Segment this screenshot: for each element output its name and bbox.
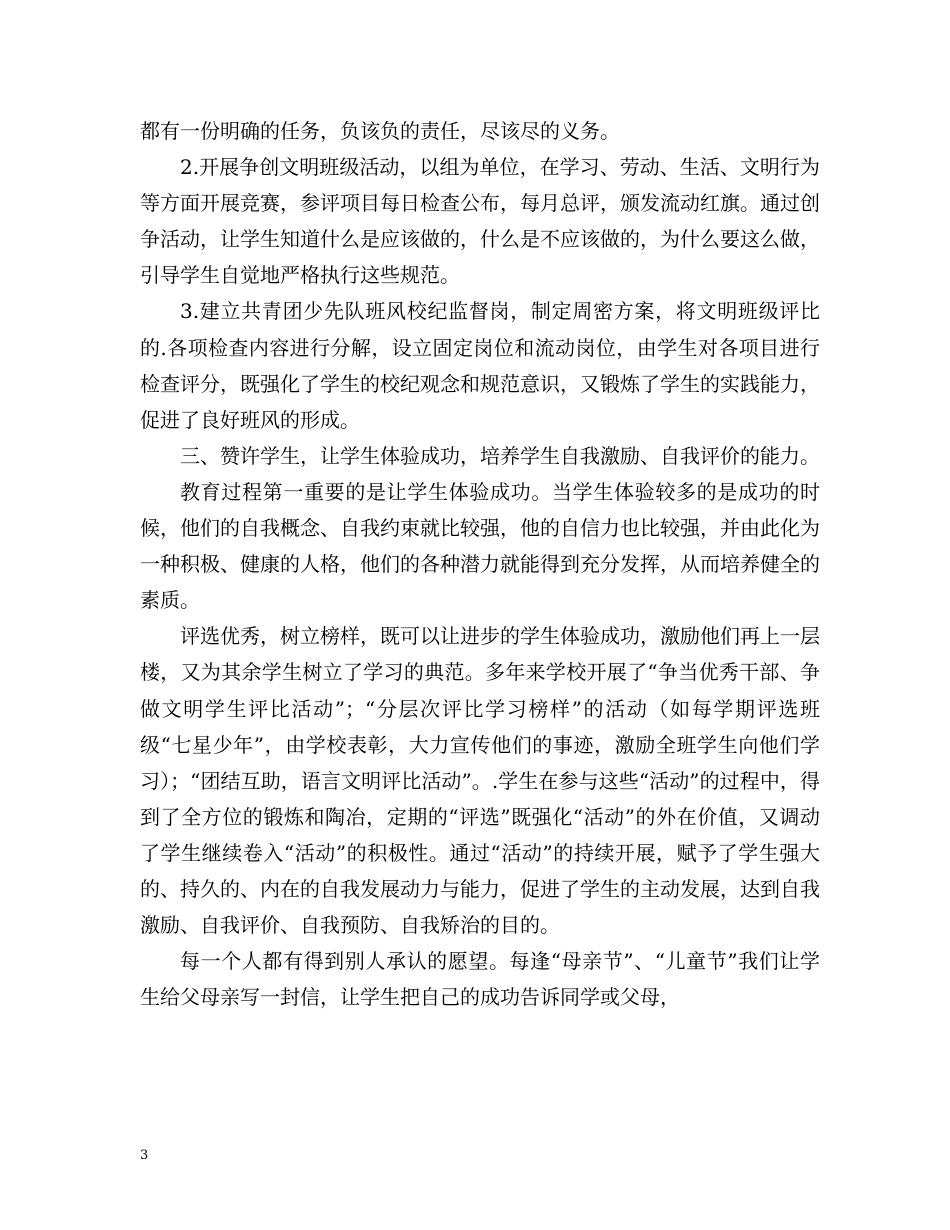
page-number: 3 xyxy=(140,1148,149,1163)
paragraph-success-experience: 教育过程第一重要的是让学生体验成功。当学生体验较多的是成功的时候，他们的自我概念、自我约束就比较强，他的自信力也比较强，并由此化为一种积极、健康的人格，他们的各种潜力就能得到充分发挥，从而培养健全的素质。 xyxy=(140,479,820,613)
section-heading-3: 三、赞许学生，让学生体验成功，培养学生自我激励、自我评价的能力。 xyxy=(180,443,820,468)
paragraph-continuation: 都有一份明确的任务，负该负的责任，尽该尽的义务。 xyxy=(140,119,620,143)
paragraph-recognition: 每一个人都有得到别人承认的愿望。每逢“母亲节”、“儿童节”我们让学生给父母亲写一封信，让学生把自己的成功告诉同学或父母， xyxy=(140,949,820,1010)
body-text xyxy=(140,113,820,1015)
paragraph-item-2: 2.开展争创文明班级活动，以组为单位，在学习、劳动、生活、文明行为等方面开展竞赛，参评项目每日检查公布，每月总评，颁发流动红旗。通过创争活动，让学生知道什么是应该做的，什么是不应该做的，为什么要这么做，引导学生自觉地严格执行这些规范。 xyxy=(140,155,820,288)
paragraph-role-models: 评选优秀，树立榜样，既可以让进步的学生体验成功，激励他们再上一层楼，又为其余学生树立了学习的典范。多年来学校开展了“争当优秀干部、争做文明学生评比活动”；“分层次评比学习榜样”的活动（如每学期评选班级“七星少年”，由学校表彰，大力宣传他们的事迹，激励全班学生向他们学习）；“团结互助，语言文明评比活动”。.学生在参与这些“活动”的过程中，得到了全方位的锻炼和陶冶，定期的“评选”既强化“活动”的外在价值，又调动了学生继续卷入“活动”的积极性。通过“活动”的持续开展，赋予了学生强大的、持久的、内在的自我发展动力与能力，促进了学生的主动发展，达到自我激励、自我评价、自我预防、自我矫治的目的。 xyxy=(140,624,820,938)
paragraph-item-3: 3.建立共青团少先队班风校纪监督岗，制定周密方案，将文明班级评比的.各项检查内容进行分解，设立固定岗位和流动岗位，由学生对各项目进行检查评分，既强化了学生的校纪观念和规范意识，又锻炼了学生的实践能力，促进了良好班风的形成。 xyxy=(140,299,820,432)
